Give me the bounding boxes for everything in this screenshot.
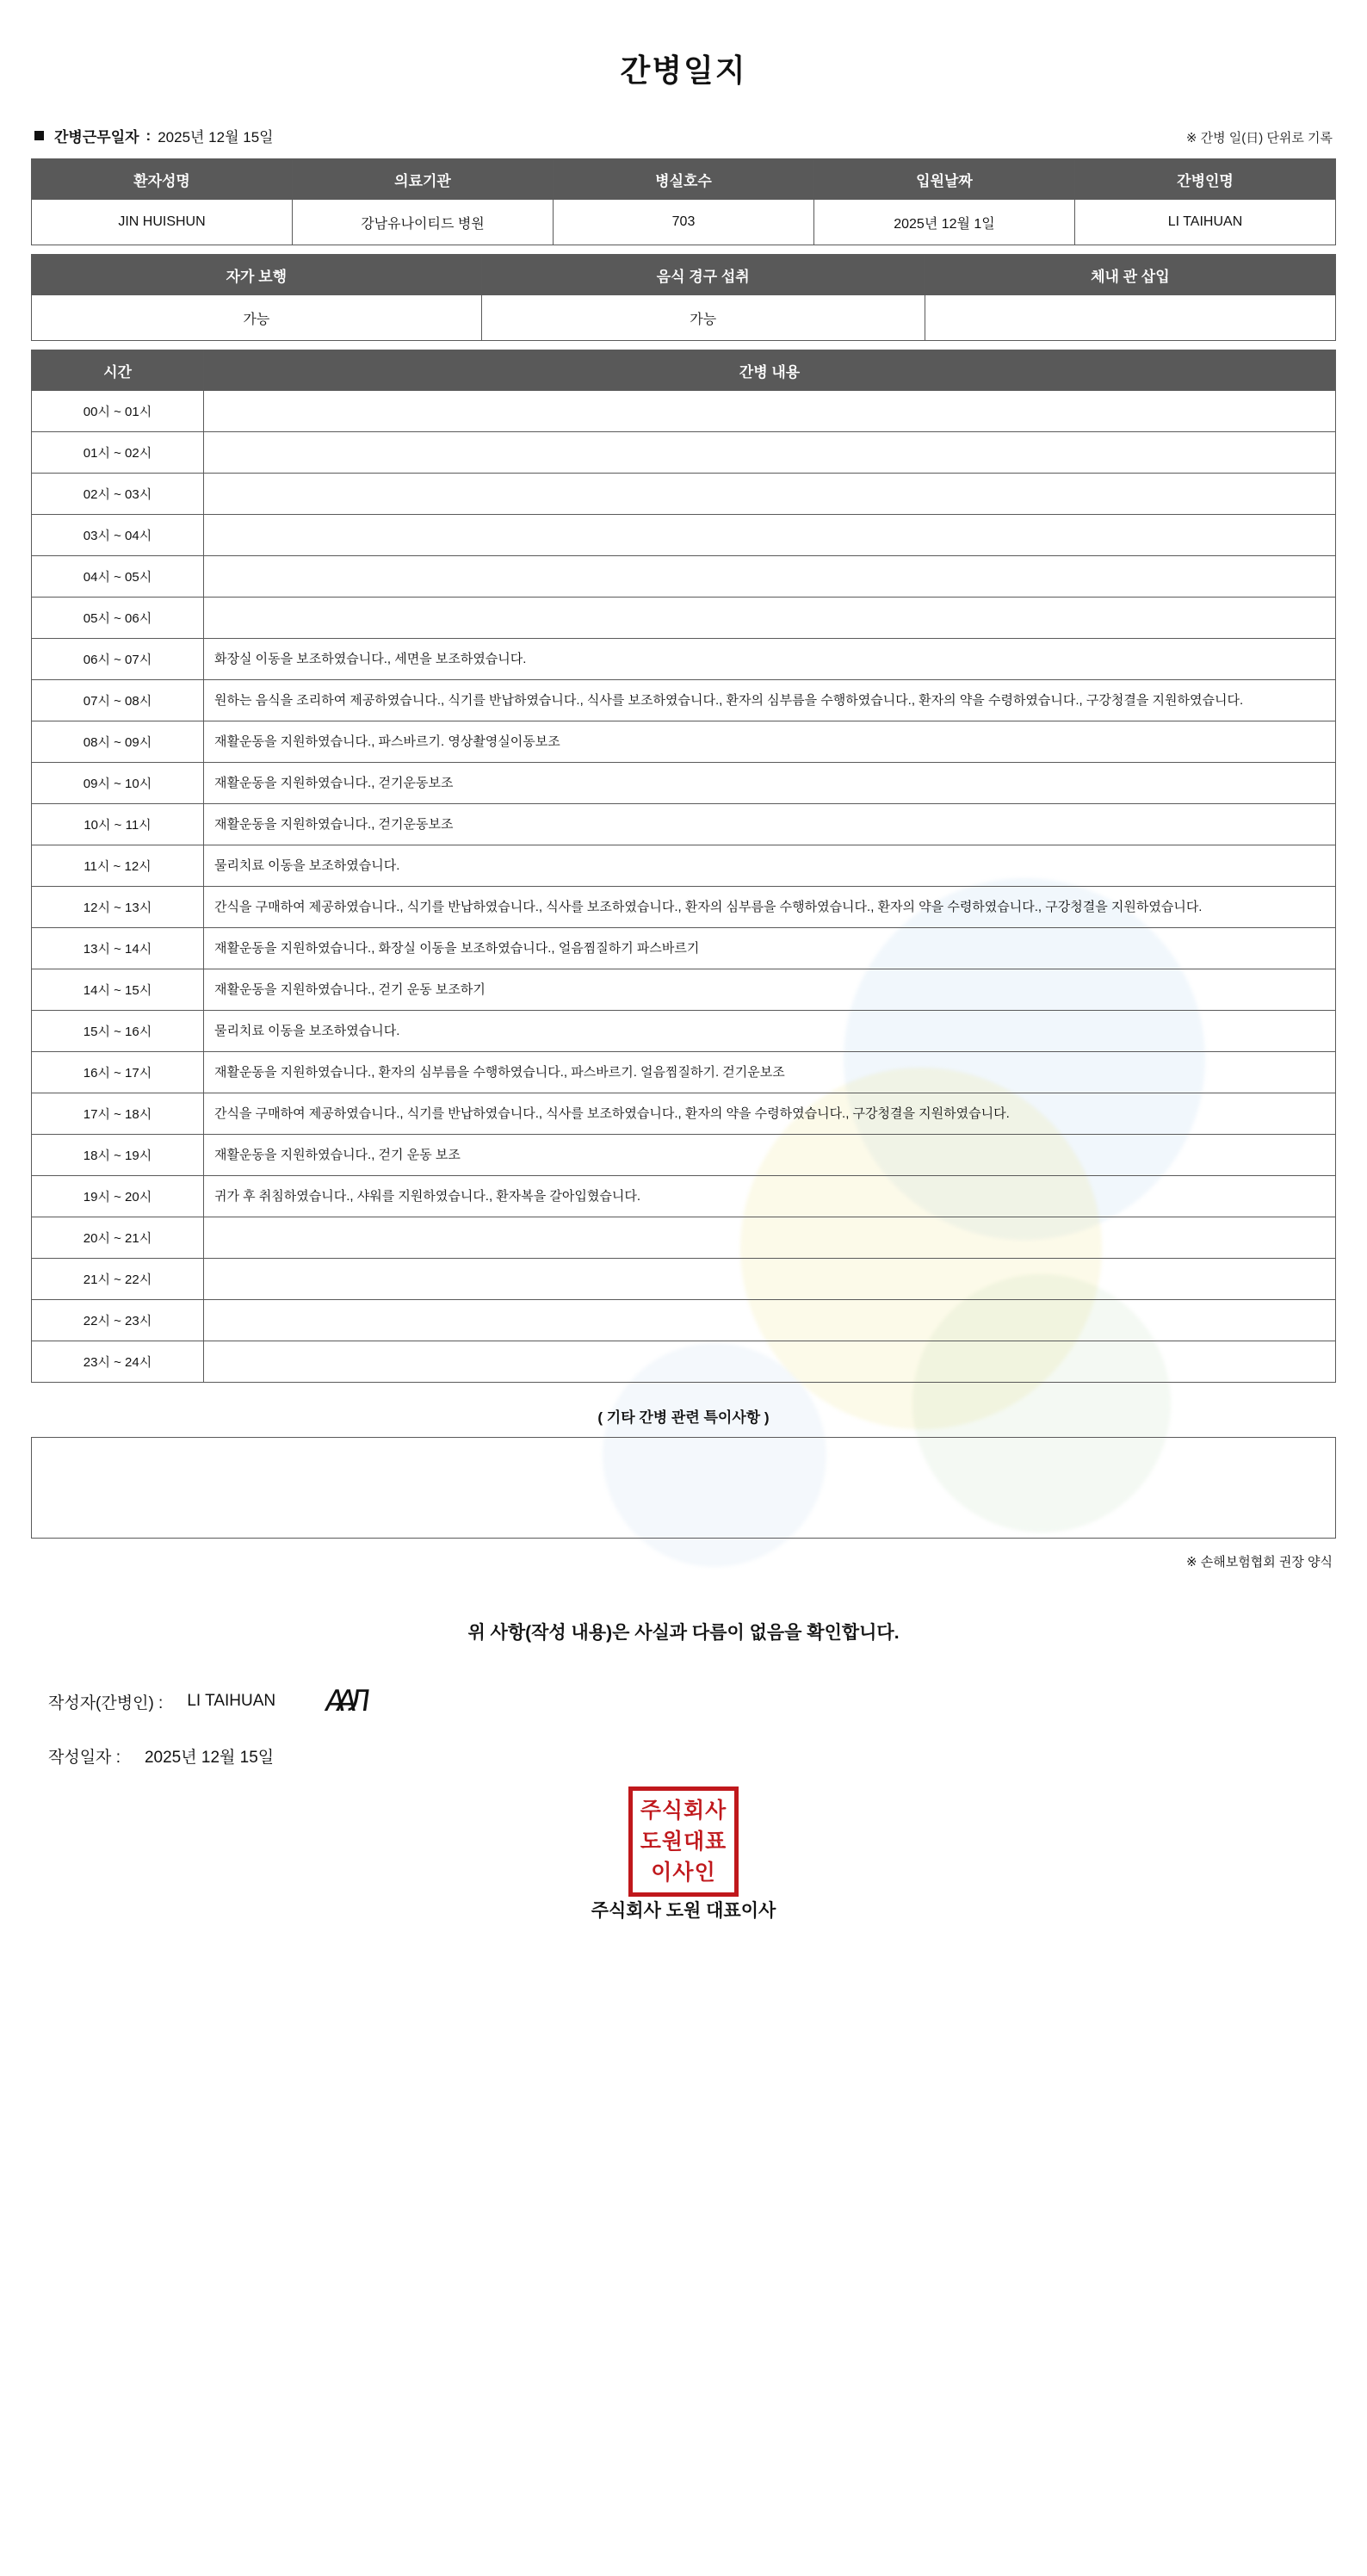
col-header-oral-intake: 음식 경구 섭취 bbox=[481, 255, 925, 295]
cell-time: 16시 ~ 17시 bbox=[32, 1052, 204, 1093]
care-log-table bbox=[31, 350, 1336, 1383]
stamp-line-2: 도원대표 bbox=[640, 1829, 727, 1854]
cell-time: 00시 ~ 01시 bbox=[32, 391, 204, 432]
value-self-walking: 가능 bbox=[32, 295, 482, 341]
table-row bbox=[32, 1135, 1336, 1176]
author-value: LI TAIHUAN bbox=[187, 1692, 276, 1710]
cell-time: 23시 ~ 24시 bbox=[32, 1341, 204, 1383]
table-row bbox=[32, 1011, 1336, 1052]
cell-care-content[interactable]: 간식을 구매하여 제공하였습니다., 식기를 반납하였습니다., 식사를 보조하였습니다., 환자의 심부름을 수행하였습니다., 환자의 약을 수령하였습니다., 구강청결을 지원하였습니다. bbox=[204, 887, 1336, 928]
table-row-header bbox=[32, 350, 1336, 391]
table-row bbox=[32, 474, 1336, 515]
cell-time: 09시 ~ 10시 bbox=[32, 763, 204, 804]
record-unit-note: ※ 간병 일(日) 단위로 기록 bbox=[1185, 131, 1333, 146]
col-header-hospital: 의료기관 bbox=[293, 159, 554, 200]
cell-time: 01시 ~ 02시 bbox=[32, 432, 204, 474]
patient-info-table bbox=[31, 158, 1336, 245]
author-line bbox=[48, 1684, 1336, 1718]
bullet-square-icon bbox=[34, 131, 44, 140]
cell-care-content[interactable] bbox=[204, 1341, 1336, 1383]
association-note: ※ 손해보험협회 권장 양식 bbox=[1186, 1555, 1333, 1570]
cell-care-content[interactable]: 화장실 이동을 보조하였습니다., 세면을 보조하였습니다. bbox=[204, 639, 1336, 680]
company-name: 주식회사 도원 대표이사 bbox=[591, 1901, 776, 1921]
cell-care-content[interactable]: 귀가 후 취침하였습니다., 샤워를 지원하였습니다., 환자복을 갈아입혔습니다. bbox=[204, 1176, 1336, 1217]
company-line bbox=[31, 1798, 1336, 1923]
cell-care-content[interactable] bbox=[204, 432, 1336, 474]
company-seal-stamp bbox=[628, 1786, 739, 1897]
cell-care-content[interactable] bbox=[204, 1259, 1336, 1300]
table-row bbox=[32, 1300, 1336, 1341]
table-row bbox=[32, 1176, 1336, 1217]
cell-care-content[interactable]: 재활운동을 지원하였습니다., 걷기운동보조 bbox=[204, 763, 1336, 804]
table-row-header bbox=[32, 255, 1336, 295]
cell-care-content[interactable]: 물리치료 이동을 보조하였습니다. bbox=[204, 1011, 1336, 1052]
work-date-value: 2025년 12월 15일 bbox=[158, 129, 274, 146]
cell-time: 21시 ~ 22시 bbox=[32, 1259, 204, 1300]
stamp-line-1: 주식회사 bbox=[640, 1798, 727, 1823]
col-header-tube-insertion: 체내 관 삽입 bbox=[925, 255, 1335, 295]
author-label: 작성자(간병인) : bbox=[48, 1694, 164, 1712]
cell-time: 10시 ~ 11시 bbox=[32, 804, 204, 845]
cell-time: 04시 ~ 05시 bbox=[32, 556, 204, 598]
value-patient-name: JIN HUISHUN bbox=[32, 200, 293, 245]
cell-time: 17시 ~ 18시 bbox=[32, 1093, 204, 1135]
cell-care-content[interactable]: 재활운동을 지원하였습니다., 환자의 심부름을 수행하였습니다., 파스바르기. 얼음찜질하기. 걷기운보조 bbox=[204, 1052, 1336, 1093]
cell-time: 07시 ~ 08시 bbox=[32, 680, 204, 721]
cell-time: 06시 ~ 07시 bbox=[32, 639, 204, 680]
cell-time: 08시 ~ 09시 bbox=[32, 721, 204, 763]
cell-time: 05시 ~ 06시 bbox=[32, 598, 204, 639]
cell-care-content[interactable]: 물리치료 이동을 보조하였습니다. bbox=[204, 845, 1336, 887]
work-date-separator: : bbox=[145, 127, 152, 144]
col-header-self-walking: 자가 보행 bbox=[32, 255, 482, 295]
col-header-time: 시간 bbox=[32, 350, 204, 391]
cell-care-content[interactable]: 재활운동을 지원하였습니다., 걷기운동보조 bbox=[204, 804, 1336, 845]
write-date-label: 작성일자 : bbox=[48, 1749, 121, 1767]
table-row bbox=[32, 804, 1336, 845]
stamp-line-3: 이사인 bbox=[651, 1860, 716, 1885]
notes-input[interactable] bbox=[31, 1437, 1336, 1539]
col-header-care-content: 간병 내용 bbox=[204, 350, 1336, 391]
value-caregiver-name: LI TAIHUAN bbox=[1075, 200, 1336, 245]
table-row bbox=[32, 1093, 1336, 1135]
table-row bbox=[32, 763, 1336, 804]
cell-care-content[interactable] bbox=[204, 598, 1336, 639]
cell-time: 14시 ~ 15시 bbox=[32, 969, 204, 1011]
col-header-room-number: 병실호수 bbox=[554, 159, 814, 200]
notes-title: ( 기타 간병 관련 특이사항 ) bbox=[597, 1409, 770, 1426]
cell-time: 19시 ~ 20시 bbox=[32, 1176, 204, 1217]
cell-time: 15시 ~ 16시 bbox=[32, 1011, 204, 1052]
table-row bbox=[32, 639, 1336, 680]
cell-care-content[interactable] bbox=[204, 474, 1336, 515]
cell-time: 12시 ~ 13시 bbox=[32, 887, 204, 928]
table-row bbox=[32, 556, 1336, 598]
value-tube-insertion bbox=[925, 295, 1335, 341]
table-row bbox=[32, 845, 1336, 887]
write-date-line bbox=[48, 1744, 1336, 1768]
work-date-group bbox=[34, 125, 274, 146]
cell-time: 20시 ~ 21시 bbox=[32, 1217, 204, 1259]
table-row bbox=[32, 200, 1336, 245]
cell-care-content[interactable]: 재활운동을 지원하였습니다., 화장실 이동을 보조하였습니다., 얼음찜질하기 파스바르기 bbox=[204, 928, 1336, 969]
cell-time: 02시 ~ 03시 bbox=[32, 474, 204, 515]
cell-care-content[interactable]: 원하는 음식을 조리하여 제공하였습니다., 식기를 반납하였습니다., 식사를 보조하였습니다., 환자의 심부름을 수행하였습니다., 환자의 약을 수령하였습니다., 구강청결을 지원하였습니다. bbox=[204, 680, 1336, 721]
cell-time: 18시 ~ 19시 bbox=[32, 1135, 204, 1176]
table-row bbox=[32, 928, 1336, 969]
cell-time: 13시 ~ 14시 bbox=[32, 928, 204, 969]
cell-care-content[interactable]: 재활운동을 지원하였습니다., 파스바르기. 영상촬영실이동보조 bbox=[204, 721, 1336, 763]
cell-care-content[interactable]: 재활운동을 지원하였습니다., 걷기 운동 보조하기 bbox=[204, 969, 1336, 1011]
cell-care-content[interactable] bbox=[204, 1217, 1336, 1259]
table-row bbox=[32, 887, 1336, 928]
cell-time: 22시 ~ 23시 bbox=[32, 1300, 204, 1341]
value-room-number: 703 bbox=[554, 200, 814, 245]
table-row bbox=[32, 1217, 1336, 1259]
table-row bbox=[32, 1341, 1336, 1383]
table-row bbox=[32, 391, 1336, 432]
signature-mark: ААЛ bbox=[323, 1684, 365, 1718]
value-hospital: 강남유나이티드 병원 bbox=[293, 200, 554, 245]
cell-care-content[interactable]: 재활운동을 지원하였습니다., 걷기 운동 보조 bbox=[204, 1135, 1336, 1176]
write-date-value: 2025년 12월 15일 bbox=[144, 1749, 275, 1767]
table-row bbox=[32, 1052, 1336, 1093]
table-row bbox=[32, 598, 1336, 639]
table-row bbox=[32, 680, 1336, 721]
cell-time: 03시 ~ 04시 bbox=[32, 515, 204, 556]
table-row bbox=[32, 295, 1336, 341]
cell-care-content[interactable] bbox=[204, 556, 1336, 598]
meta-row bbox=[31, 125, 1336, 146]
table-row bbox=[32, 969, 1336, 1011]
col-header-patient-name: 환자성명 bbox=[32, 159, 293, 200]
work-date-label: 간병근무일자 bbox=[54, 129, 139, 146]
table-row bbox=[32, 515, 1336, 556]
table-row bbox=[32, 1259, 1336, 1300]
cell-time: 11시 ~ 12시 bbox=[32, 845, 204, 887]
table-row bbox=[32, 721, 1336, 763]
condition-table bbox=[31, 254, 1336, 341]
cell-care-content[interactable] bbox=[204, 391, 1336, 432]
cell-care-content[interactable] bbox=[204, 1300, 1336, 1341]
value-admission-date: 2025년 12월 1일 bbox=[814, 200, 1075, 245]
cell-care-content[interactable]: 간식을 구매하여 제공하였습니다., 식기를 반납하였습니다., 식사를 보조하였습니다., 환자의 약을 수령하였습니다., 구강청결을 지원하였습니다. bbox=[204, 1093, 1336, 1135]
confirmation-statement: 위 사항(작성 내용)은 사실과 다름이 없음을 확인합니다. bbox=[467, 1623, 900, 1643]
table-row-header bbox=[32, 159, 1336, 200]
page-title: 간병일지 bbox=[620, 53, 747, 88]
col-header-caregiver-name: 간병인명 bbox=[1075, 159, 1336, 200]
col-header-admission-date: 입원날짜 bbox=[814, 159, 1075, 200]
value-oral-intake: 가능 bbox=[481, 295, 925, 341]
table-row bbox=[32, 432, 1336, 474]
cell-care-content[interactable] bbox=[204, 515, 1336, 556]
